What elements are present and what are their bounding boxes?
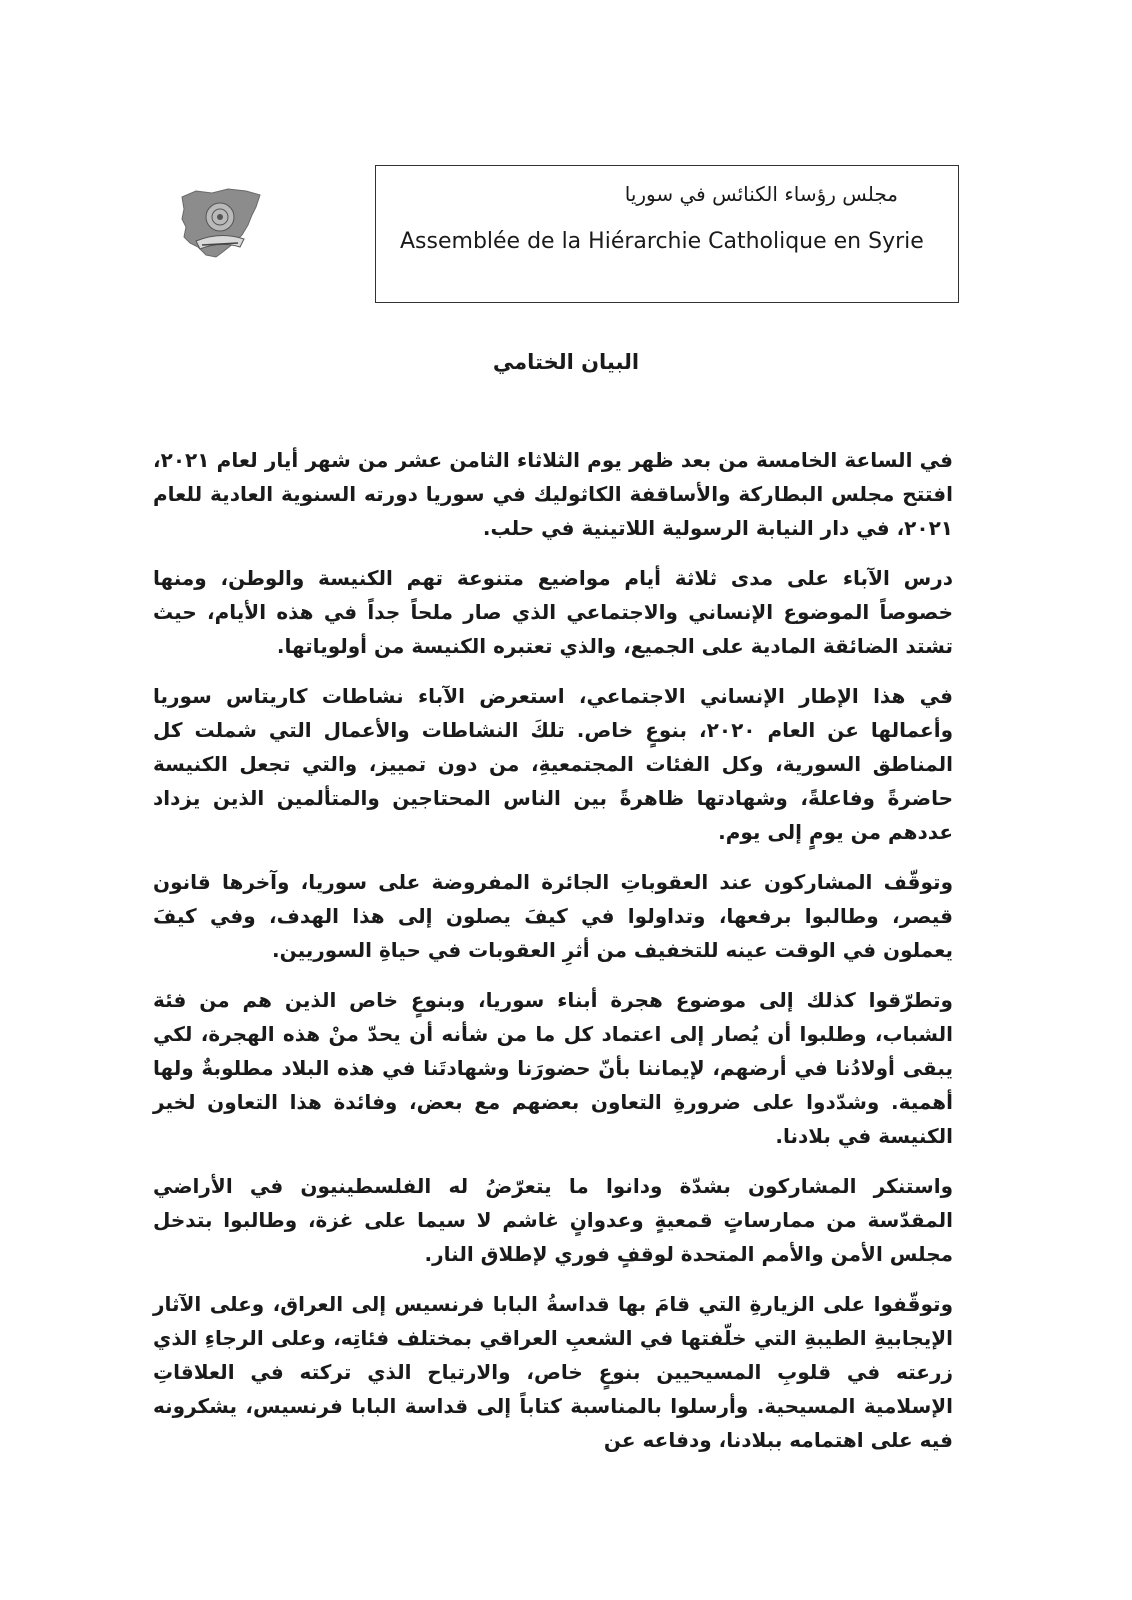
document-body (153, 443, 953, 1473)
syria-map-emblem-icon (176, 185, 266, 265)
letterhead-french-title: Assemblée de la Hiérarchie Catholique en Syrie (400, 229, 924, 254)
document-title: البيان الختامي (492, 350, 640, 374)
paragraph-6: واستنكر المشاركون بشدّة ودانوا ما يتعرّضُ له الفلسطينيون في الأراضي المقدّسة من ممارساتٍ قمعيةٍ وعدوانٍ غاشم لا سيما على غزة، وطالبوا بتدخل مجلس الأمن والأمم المتحدة لوقفٍ فوري لإطلاق النار. (153, 1174, 953, 1266)
paragraph-1: في الساعة الخامسة من بعد ظهر يوم الثلاثاء الثامن عشر من شهر أيار لعام ٢٠٢١، افتتح مجلس البطاركة والأساقفة الكاثوليك في سوريا دورته السنوية العادية للعام ٢٠٢١، في دار النيابة الرسولية اللاتينية في حلب. (153, 448, 953, 540)
paragraph-4: وتوقّف المشاركون عند العقوباتِ الجائرة المفروضة على سوريا، وآخرها قانون قيصر، وطالبوا برفعها، وتداولوا في كيفَ يصلون إلى هذا الهدف، وفي كيفَ يعملون في الوقت عينه للتخفيف من أثرِ العقوبات في حياةِ السوريين. (153, 870, 953, 962)
paragraph-5: وتطرّقوا كذلك إلى موضوع هجرة أبناء سوريا، وبنوعٍ خاص الذين هم من فئة الشباب، وطلبوا أن يُصار إلى اعتماد كل ما من شأنه أن يحدّ منْ هذه الهجرة، لكي يبقى أولادُنا في أرضهم، لإيماننا بأنّ حضورَنا وشهادتَنا في هذه البلاد مطلوبةٌ ولها أهمية. وشدّدوا على ضرورةِ التعاون بعضهم مع بعض، وفائدة هذا التعاون لخير الكنيسة في بلادنا. (153, 988, 953, 1148)
paragraph-2: درس الآباء على مدى ثلاثة أيام مواضيع متنوعة تهم الكنيسة والوطن، ومنها خصوصاً الموضوع الإنساني والاجتماعي الذي صار ملحاً جداً في هذه الأيام، حيث تشتد الضائقة المادية على الجميع، والذي تعتبره الكنيسة من أولوياتها. (153, 566, 953, 658)
letterhead-box (375, 165, 959, 303)
paragraph-3: في هذا الإطار الإنساني الاجتماعي، استعرض الآباء نشاطات كاريتاس سوريا وأعمالها عن العام ٢٠٢٠، بنوعٍ خاص. تلكَ النشاطات والأعمال التي شملت كل المناطق السورية، وكل الفئات المجتمعيةِ، من دون تمييز، والتي تجعل الكنيسة حاضرةً وفاعلةً، وشهادتها ظاهرةً بين الناس المحتاجين والمتألمين الذين يزداد عددهم من يومٍ إلى يوم. (153, 684, 953, 844)
letterhead-arabic-title: مجلس رؤساء الكنائس في سوريا (624, 182, 898, 206)
paragraph-7: وتوقّفوا على الزيارةِ التي قامَ بها قداسةُ البابا فرنسيس إلى العراق، وعلى الآثار الإيجابيةِ الطيبةِ التي خلّفتها في الشعبِ العراقي بمختلف فئاتِه، وعلى الرجاءِ الذي زرعته في قلوبِ المسيحيين بنوعٍ خاص، والارتياح الذي تركته في العلاقاتِ الإسلامية المسيحية. وأرسلوا بالمناسبة كتاباً إلى قداسة البابا فرنسيس، يشكرونه فيه على اهتمامه ببلادنا، ودفاعه عن (153, 1292, 953, 1452)
